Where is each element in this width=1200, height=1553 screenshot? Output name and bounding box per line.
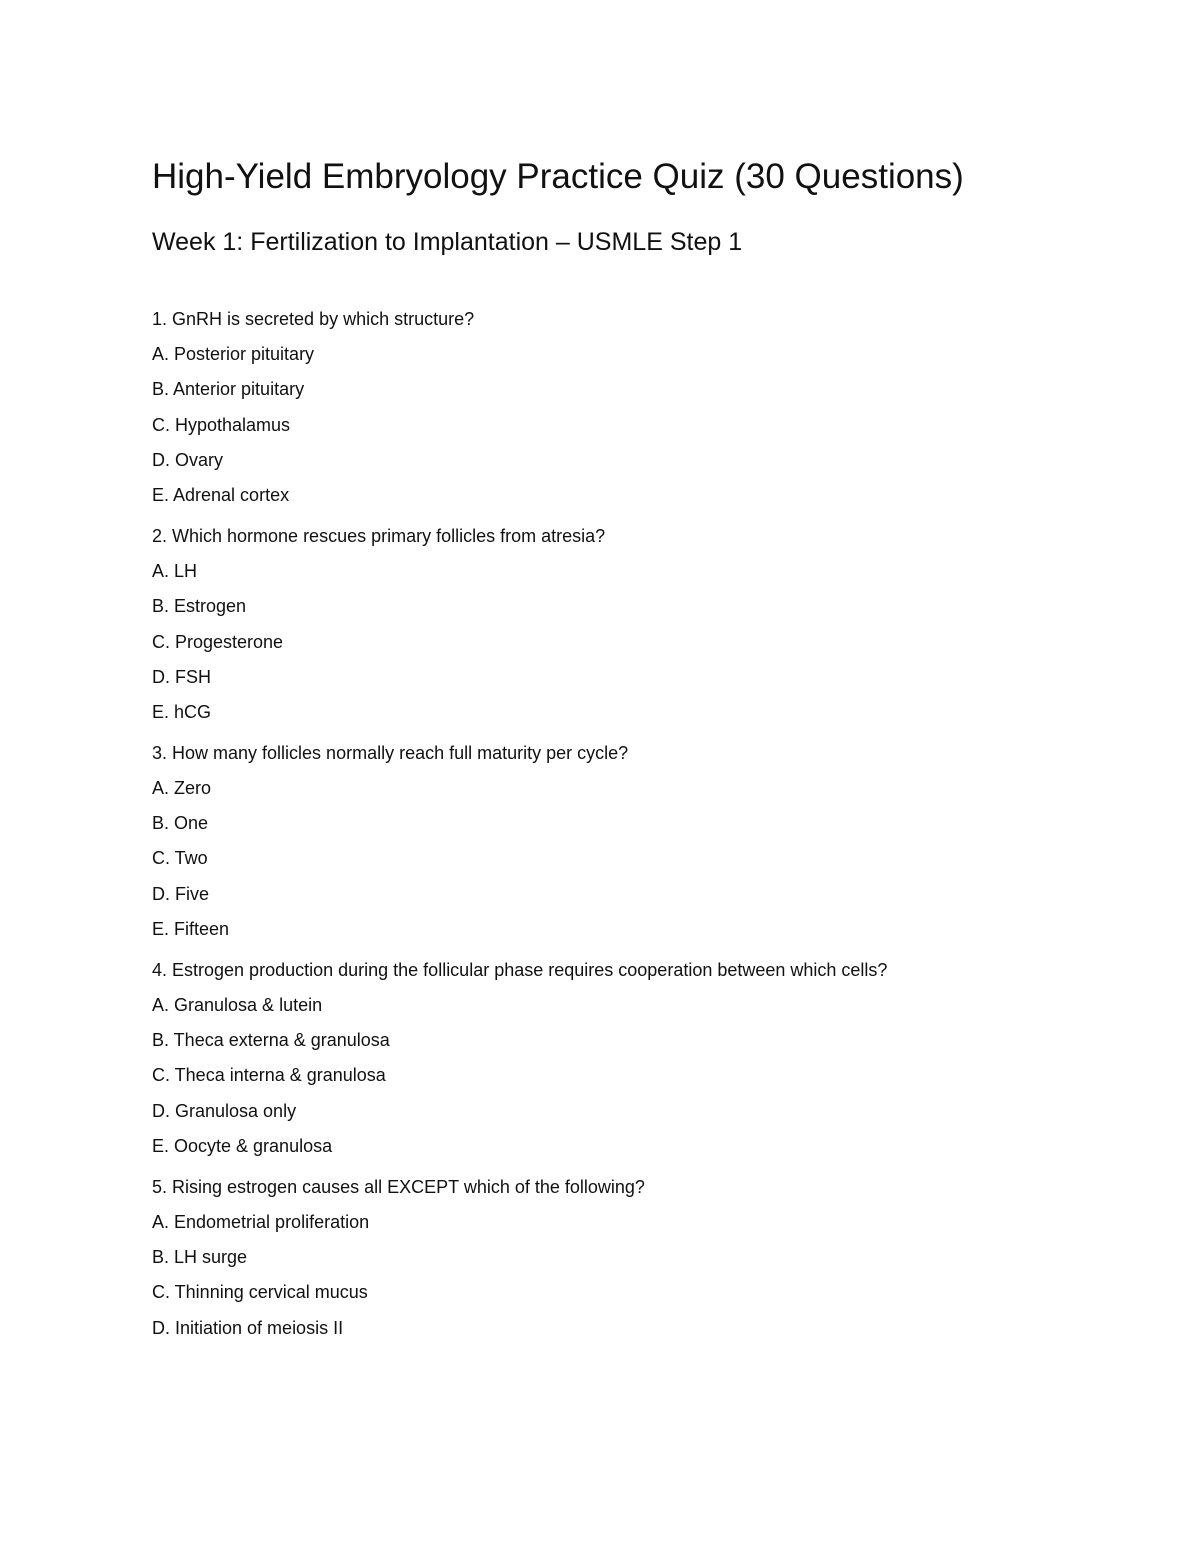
question-5 — [152, 1175, 1152, 1340]
question-text: 2. Which hormone rescues primary follicles from atresia? — [152, 525, 606, 546]
question-1 — [152, 307, 1152, 507]
answer-option: B. Estrogen — [152, 596, 247, 617]
question-2 — [152, 524, 1152, 724]
question-text: 1. GnRH is secreted by which structure? — [152, 309, 475, 329]
answer-option: A. Zero — [152, 778, 212, 799]
question-list — [152, 307, 1152, 1357]
answer-option: B. Anterior pituitary — [152, 379, 305, 400]
document-title: High-Yield Embryology Practice Quiz (30 Questions) — [152, 157, 964, 196]
question-3 — [152, 741, 1152, 941]
question-text: 4. Estrogen production during the follicular phase requires cooperation between which cells? — [152, 959, 888, 980]
answer-option: C. Progesterone — [152, 631, 284, 652]
answer-option: E. Fifteen — [152, 918, 230, 939]
answer-option: A. LH — [152, 561, 198, 582]
document-subtitle: Week 1: Fertilization to Implantation – USMLE Step 1 — [152, 228, 743, 256]
answer-option: E. Oocyte & granulosa — [152, 1135, 333, 1156]
answer-option: D. Ovary — [152, 449, 224, 470]
answer-option: B. LH surge — [152, 1247, 248, 1268]
answer-option: C. Hypothalamus — [152, 414, 291, 435]
answer-option: C. Two — [152, 848, 208, 869]
answer-option: D. Five — [152, 883, 210, 904]
answer-option: D. Initiation of meiosis II — [152, 1317, 344, 1338]
answer-option: D. Granulosa only — [152, 1100, 297, 1121]
question-text: 3. How many follicles normally reach full maturity per cycle? — [152, 742, 629, 763]
answer-option: C. Thinning cervical mucus — [152, 1282, 368, 1303]
answer-option: E. hCG — [152, 701, 212, 722]
question-text: 5. Rising estrogen causes all EXCEPT which of the following? — [152, 1176, 645, 1197]
answer-option: C. Theca interna & granulosa — [152, 1065, 386, 1086]
answer-option: B. One — [152, 813, 209, 834]
answer-option: E. Adrenal cortex — [152, 484, 290, 505]
question-4 — [152, 958, 1152, 1158]
answer-option: A. Granulosa & lutein — [152, 995, 323, 1015]
answer-option: A. Posterior pituitary — [152, 344, 315, 365]
answer-option: B. Theca externa & granulosa — [152, 1030, 390, 1051]
answer-option: A. Endometrial proliferation — [152, 1211, 370, 1232]
answer-option: D. FSH — [152, 666, 212, 687]
